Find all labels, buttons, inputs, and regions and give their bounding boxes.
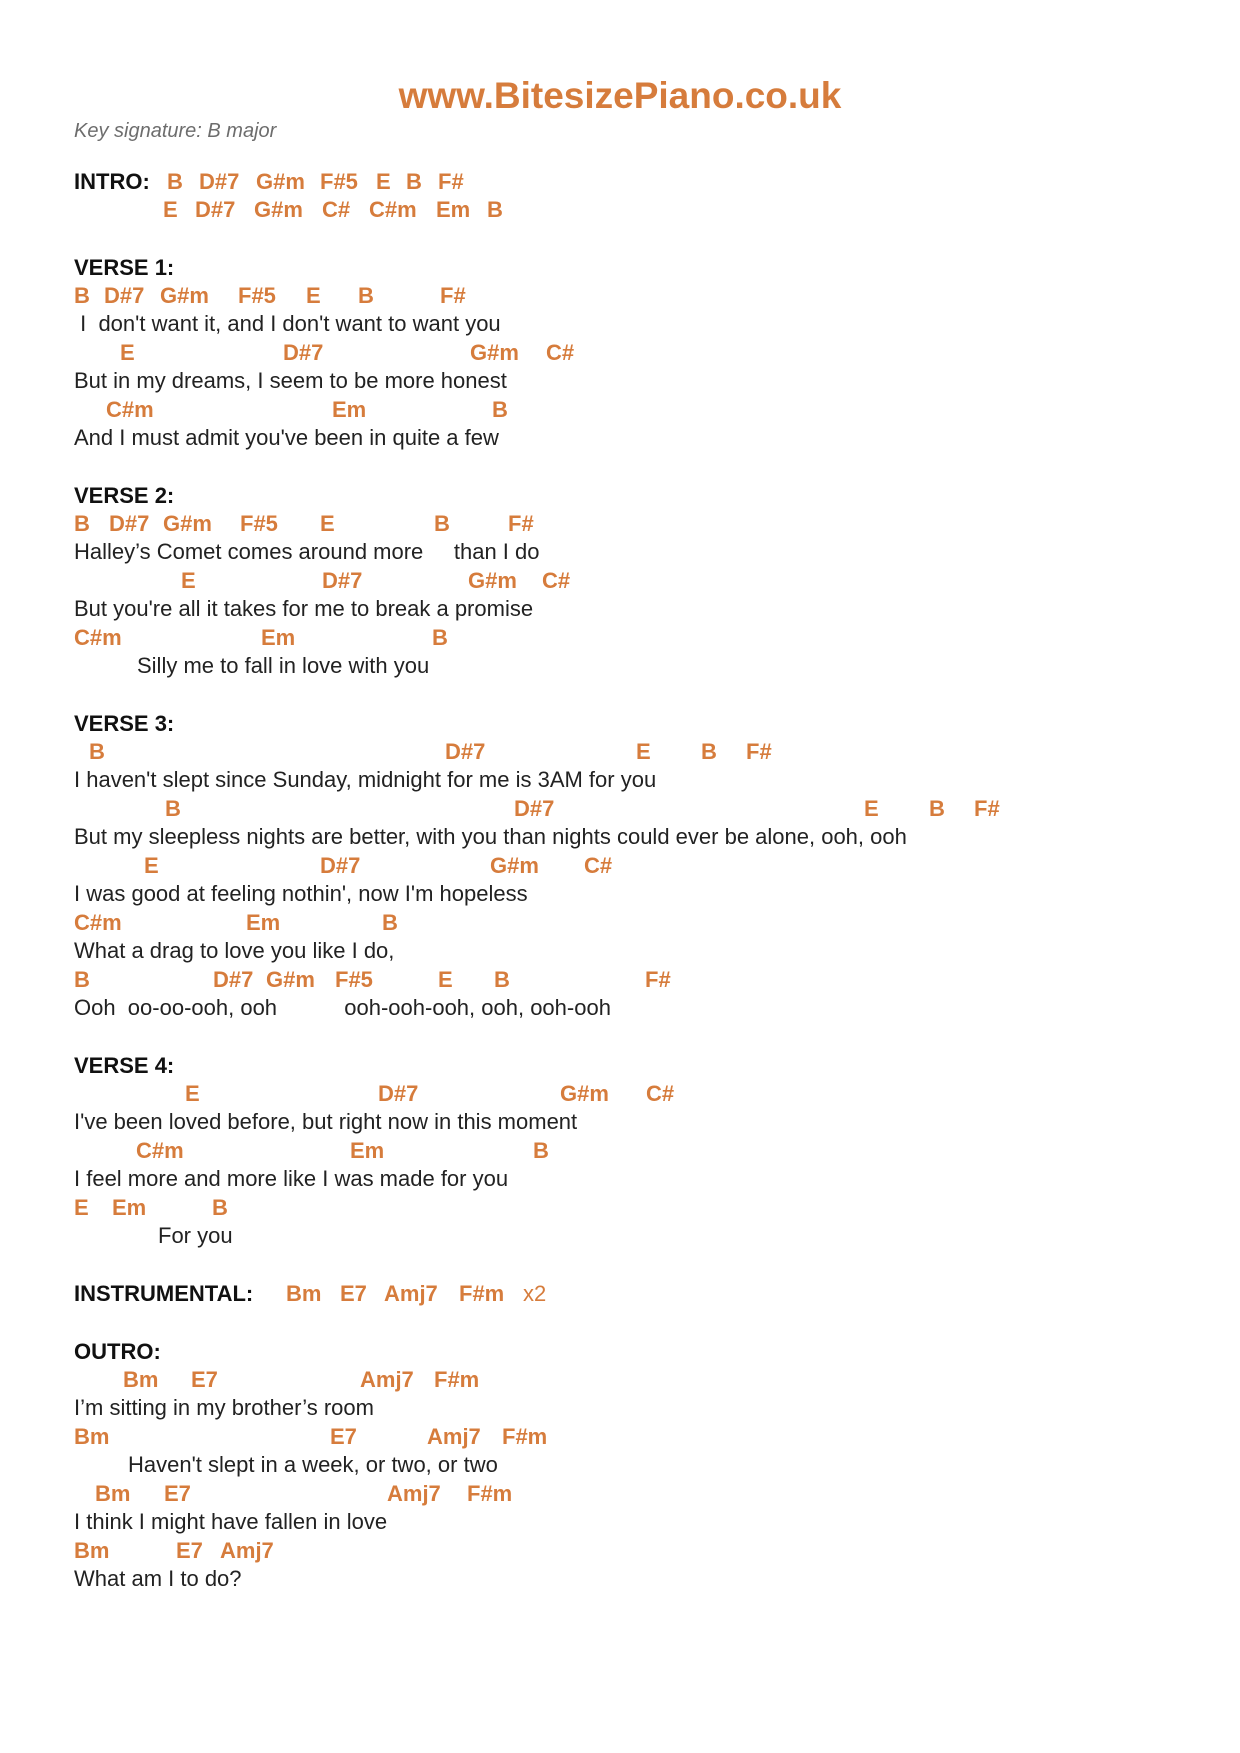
- chord: G#m: [160, 283, 209, 308]
- chord: F#5: [320, 169, 358, 194]
- chord: F#5: [335, 967, 373, 992]
- chord: E7: [340, 1281, 367, 1306]
- verse1-lyric-1: [0, 310, 1240, 338]
- chord: C#: [584, 853, 613, 878]
- chord: D#7: [514, 796, 555, 821]
- lyric-line: Haven't slept in a week, or two, or two: [128, 1452, 498, 1477]
- verse3-lyric-5: [0, 994, 1240, 1022]
- lyric-line: I haven't slept since Sunday, midnight for me is 3AM for you: [74, 767, 657, 792]
- chord: B: [382, 910, 398, 935]
- chord: E: [320, 511, 335, 536]
- chord: F#m: [434, 1367, 480, 1392]
- chord: Bm: [74, 1424, 110, 1449]
- chord: D#7: [320, 853, 361, 878]
- chord: F#: [974, 796, 1000, 821]
- verse3-chords-5: [0, 966, 1240, 994]
- chord: B: [74, 511, 90, 536]
- lyric-line: I think I might have fallen in love: [74, 1509, 388, 1534]
- lyric-line: Ooh oo-oo-ooh, ooh ooh-ooh-ooh, ooh, ooh-ooh: [74, 995, 611, 1020]
- lyric-line: Silly me to fall in love with you: [137, 653, 430, 678]
- chord: B: [494, 967, 510, 992]
- verse1-lyric-3: [0, 424, 1240, 452]
- verse4-heading-row: [0, 1052, 1240, 1080]
- lyric-line: For you: [158, 1223, 233, 1248]
- chord: B: [492, 397, 508, 422]
- verse3-chords-1: [0, 738, 1240, 766]
- chord: G#m: [163, 511, 212, 536]
- chord: E: [163, 197, 178, 222]
- chord: B: [89, 739, 105, 764]
- lyric-line: I was good at feeling nothin', now I'm hopeless: [74, 881, 528, 906]
- verse1-lyric-2: [0, 367, 1240, 395]
- chord: C#: [542, 568, 571, 593]
- key-signature: Key signature: B major: [74, 120, 277, 142]
- verse4-lyric-2: [0, 1165, 1240, 1193]
- verse1-chords-3: [0, 396, 1240, 424]
- chord: B: [406, 169, 422, 194]
- chord: D#7: [199, 169, 240, 194]
- chord: E: [181, 568, 196, 593]
- lyric-line: What a drag to love you like I do,: [74, 938, 395, 963]
- chord: D#7: [109, 511, 150, 536]
- chord: E7: [164, 1481, 191, 1506]
- chord: F#m: [459, 1281, 505, 1306]
- chord: G#m: [254, 197, 303, 222]
- chord: E7: [176, 1538, 203, 1563]
- chord: Amj7: [427, 1424, 481, 1449]
- chord: Em: [246, 910, 281, 935]
- chord: B: [165, 796, 181, 821]
- chord: E: [438, 967, 453, 992]
- verse2-lyric-2: [0, 595, 1240, 623]
- lyric-line: But in my dreams, I seem to be more honest: [74, 368, 507, 393]
- chord: C#m: [369, 197, 417, 222]
- verse1-heading-row: [0, 254, 1240, 282]
- chord: Bm: [123, 1367, 159, 1392]
- verse4-lyric-1: [0, 1108, 1240, 1136]
- chord: E: [120, 340, 135, 365]
- verse3-chords-2: [0, 795, 1240, 823]
- outro-chords-2: [0, 1423, 1240, 1451]
- verse2-chords-2: [0, 567, 1240, 595]
- lyric-line: Halley’s Comet comes around more than I do: [74, 539, 540, 564]
- outro-lyric-4: [0, 1565, 1240, 1593]
- chord: G#m: [560, 1081, 609, 1106]
- outro-heading-row: [0, 1338, 1240, 1366]
- chord: G#m: [266, 967, 315, 992]
- chord: C#m: [106, 397, 154, 422]
- chord: E: [864, 796, 879, 821]
- outro-lyric-2: [0, 1451, 1240, 1479]
- chord: Bm: [74, 1538, 110, 1563]
- chord: F#5: [238, 283, 276, 308]
- chord: B: [929, 796, 945, 821]
- lyric-line: And I must admit you've been in quite a few: [74, 425, 499, 450]
- verse3-chords-4: [0, 909, 1240, 937]
- verse3-heading-row: [0, 710, 1240, 738]
- section-heading-verse1: VERSE 1:: [74, 255, 175, 280]
- chord: Amj7: [360, 1367, 414, 1392]
- chord: B: [74, 283, 90, 308]
- verse4-chords-1: [0, 1080, 1240, 1108]
- intro-row-1: [0, 168, 1240, 196]
- section-heading-outro: OUTRO:: [74, 1339, 161, 1364]
- chord: G#m: [256, 169, 305, 194]
- chord: B: [434, 511, 450, 536]
- lyric-line: But you're all it takes for me to break a promise: [74, 596, 534, 621]
- chord: D#7: [445, 739, 486, 764]
- chord: F#: [508, 511, 534, 536]
- verse2-chords-1: [0, 510, 1240, 538]
- chord: Em: [350, 1138, 385, 1163]
- chord: E: [185, 1081, 200, 1106]
- outro-chords-1: [0, 1366, 1240, 1394]
- chord: B: [358, 283, 374, 308]
- chord: Em: [332, 397, 367, 422]
- chord: G#m: [470, 340, 519, 365]
- chord: G#m: [468, 568, 517, 593]
- section-heading-verse4: VERSE 4:: [74, 1053, 175, 1078]
- chord: G#m: [490, 853, 539, 878]
- chord: D#7: [283, 340, 324, 365]
- verse1-chords-2: [0, 339, 1240, 367]
- chord: Em: [112, 1195, 147, 1220]
- chord: C#: [546, 340, 575, 365]
- lyric-line: What am I to do?: [74, 1566, 242, 1591]
- outro-lyric-1: [0, 1394, 1240, 1422]
- chord: E: [144, 853, 159, 878]
- repeat-count: x2: [523, 1281, 547, 1306]
- chord: Em: [261, 625, 296, 650]
- verse3-lyric-4: [0, 937, 1240, 965]
- chord: Em: [436, 197, 471, 222]
- outro-chords-3: [0, 1480, 1240, 1508]
- chord: F#: [746, 739, 772, 764]
- verse2-chords-3: [0, 624, 1240, 652]
- chord: B: [487, 197, 503, 222]
- verse3-lyric-3: [0, 880, 1240, 908]
- chord: D#7: [213, 967, 254, 992]
- lyric-line: I’m sitting in my brother’s room: [74, 1395, 374, 1420]
- chord: C#m: [74, 910, 122, 935]
- chord: Amj7: [387, 1481, 441, 1506]
- verse3-chords-3: [0, 852, 1240, 880]
- chord: F#m: [502, 1424, 548, 1449]
- verse4-chords-2: [0, 1137, 1240, 1165]
- chord: F#: [440, 283, 466, 308]
- chord: B: [533, 1138, 549, 1163]
- chord: B: [701, 739, 717, 764]
- chord: C#: [322, 197, 351, 222]
- chord: D#7: [378, 1081, 419, 1106]
- chord: E: [306, 283, 321, 308]
- chord: F#: [645, 967, 671, 992]
- site-title: www.BitesizePiano.co.uk: [398, 75, 842, 116]
- verse3-lyric-2: [0, 823, 1240, 851]
- lyric-line: But my sleepless nights are better, with you than nights could ever be alone, ooh, ooh: [74, 824, 907, 849]
- outro-chords-4: [0, 1537, 1240, 1565]
- chord: B: [432, 625, 448, 650]
- section-heading-verse3: VERSE 3:: [74, 711, 175, 736]
- verse3-lyric-1: [0, 766, 1240, 794]
- verse4-lyric-3: [0, 1222, 1240, 1250]
- intro-row-2: [0, 196, 1240, 224]
- chord: D#7: [195, 197, 236, 222]
- section-heading-verse2: VERSE 2:: [74, 483, 175, 508]
- section-heading-intro: INTRO:: [74, 169, 150, 194]
- outro-lyric-3: [0, 1508, 1240, 1536]
- chord: E7: [330, 1424, 357, 1449]
- chord: Bm: [286, 1281, 322, 1306]
- chord: C#m: [74, 625, 122, 650]
- verse2-lyric-1: [0, 538, 1240, 566]
- chord: B: [167, 169, 183, 194]
- chord: E7: [191, 1367, 218, 1392]
- chord: E: [376, 169, 391, 194]
- chord: F#m: [467, 1481, 513, 1506]
- instrumental-row: [0, 1280, 1240, 1308]
- verse4-chords-3: [0, 1194, 1240, 1222]
- chord: C#m: [136, 1138, 184, 1163]
- verse1-chords-1: [0, 282, 1240, 310]
- lyric-line: I've been loved before, but right now in this moment: [74, 1109, 578, 1134]
- chord: D#7: [322, 568, 363, 593]
- chord: C#: [646, 1081, 675, 1106]
- verse2-heading-row: [0, 482, 1240, 510]
- chord: F#: [438, 169, 464, 194]
- verse2-lyric-3: [0, 652, 1240, 680]
- chord: B: [74, 967, 90, 992]
- lyric-line: I feel more and more like I was made for you: [74, 1166, 509, 1191]
- lyric-line: I don't want it, and I don't want to want you: [74, 311, 501, 336]
- section-heading-instrumental: INSTRUMENTAL:: [74, 1281, 254, 1306]
- chord: E: [74, 1195, 89, 1220]
- chord: D#7: [104, 283, 145, 308]
- chord: F#5: [240, 511, 278, 536]
- chord: B: [212, 1195, 228, 1220]
- chord: E: [636, 739, 651, 764]
- chord: Bm: [95, 1481, 131, 1506]
- chord: Amj7: [220, 1538, 274, 1563]
- chord: Amj7: [384, 1281, 438, 1306]
